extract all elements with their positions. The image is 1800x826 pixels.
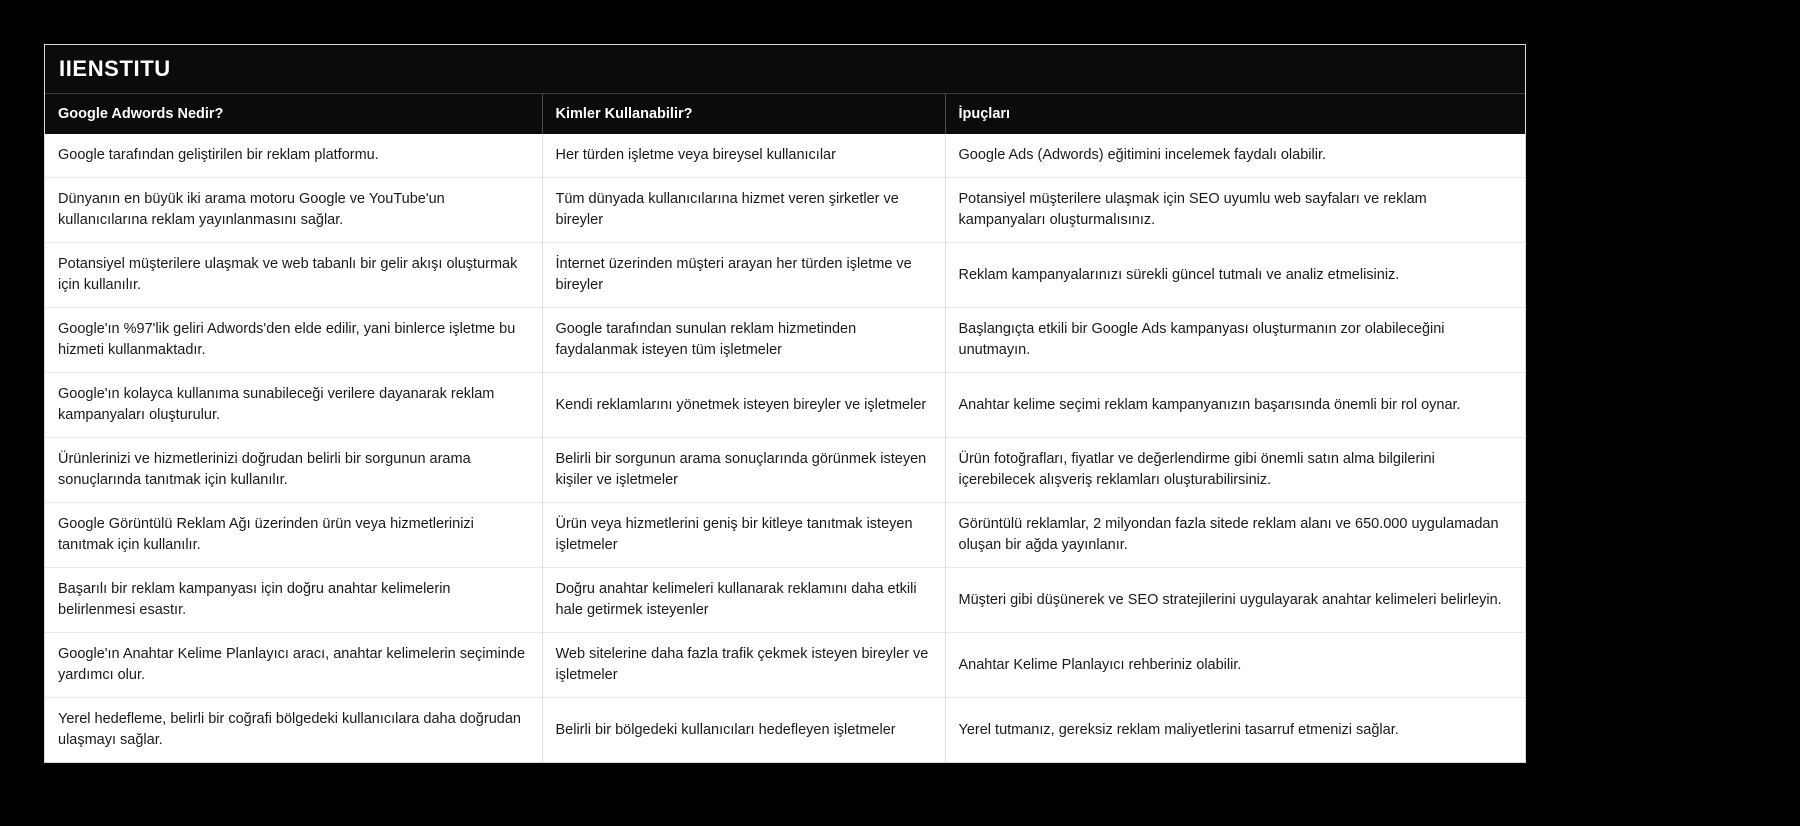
cell-audience: İnternet üzerinden müşteri arayan her türden işletme ve bireyler: [542, 243, 945, 308]
cell-audience: Her türden işletme veya bireysel kullanıcılar: [542, 134, 945, 178]
brand-header: [45, 45, 1525, 94]
cell-definition: Google'ın Anahtar Kelime Planlayıcı aracı, anahtar kelimelerin seçiminde yardımcı olur.: [45, 633, 542, 698]
cell-audience: Belirli bir sorgunun arama sonuçlarında görünmek isteyen kişiler ve işletmeler: [542, 438, 945, 503]
cell-audience: Tüm dünyada kullanıcılarına hizmet veren şirketler ve bireyler: [542, 178, 945, 243]
cell-audience: Belirli bir bölgedeki kullanıcıları hedefleyen işletmeler: [542, 698, 945, 763]
cell-audience: Web sitelerine daha fazla trafik çekmek isteyen bireyler ve işletmeler: [542, 633, 945, 698]
cell-audience: Kendi reklamlarını yönetmek isteyen bireyler ve işletmeler: [542, 373, 945, 438]
cell-tip: Görüntülü reklamlar, 2 milyondan fazla sitede reklam alanı ve 650.000 uygulamadan oluşan bir ağda yayınlanır.: [945, 503, 1525, 568]
cell-tip: Reklam kampanyalarınızı sürekli güncel tutmalı ve analiz etmelisiniz.: [945, 243, 1525, 308]
cell-definition: Dünyanın en büyük iki arama motoru Google ve YouTube'un kullanıcılarına reklam yayınlanmasını sağlar.: [45, 178, 542, 243]
column-header-google-adwords-nedir: Google Adwords Nedir?: [45, 94, 542, 134]
comparison-table: [45, 94, 1525, 762]
table-row: [45, 503, 1525, 568]
column-header-kimler-kullanabilir: Kimler Kullanabilir?: [542, 94, 945, 134]
table-row: [45, 568, 1525, 633]
table-row: [45, 308, 1525, 373]
table-row: [45, 438, 1525, 503]
cell-definition: Google'ın %97'lik geliri Adwords'den elde edilir, yani binlerce işletme bu hizmeti kullanmaktadır.: [45, 308, 542, 373]
table-head: [45, 94, 1525, 134]
cell-audience: Ürün veya hizmetlerini geniş bir kitleye tanıtmak isteyen işletmeler: [542, 503, 945, 568]
cell-tip: Ürün fotoğrafları, fiyatlar ve değerlendirme gibi önemli satın alma bilgilerini içerebilecek alışveriş reklamları oluşturabilirsiniz.: [945, 438, 1525, 503]
cell-tip: Potansiyel müşterilere ulaşmak için SEO uyumlu web sayfaları ve reklam kampanyaları oluşturmalısınız.: [945, 178, 1525, 243]
cell-audience: Google tarafından sunulan reklam hizmetinden faydalanmak isteyen tüm işletmeler: [542, 308, 945, 373]
cell-tip: Anahtar Kelime Planlayıcı rehberiniz olabilir.: [945, 633, 1525, 698]
cell-definition: Başarılı bir reklam kampanyası için doğru anahtar kelimelerin belirlenmesi esastır.: [45, 568, 542, 633]
cell-tip: Yerel tutmanız, gereksiz reklam maliyetlerini tasarruf etmenizi sağlar.: [945, 698, 1525, 763]
cell-definition: Yerel hedefleme, belirli bir coğrafi bölgedeki kullanıcılara daha doğrudan ulaşmayı sağlar.: [45, 698, 542, 763]
table-body: [45, 134, 1525, 762]
table-row: [45, 134, 1525, 178]
cell-definition: Ürünlerinizi ve hizmetlerinizi doğrudan belirli bir sorgunun arama sonuçlarında tanıtmak için kullanılır.: [45, 438, 542, 503]
table-row: [45, 698, 1525, 763]
table-row: [45, 373, 1525, 438]
cell-tip: Anahtar kelime seçimi reklam kampanyanızın başarısında önemli bir rol oynar.: [945, 373, 1525, 438]
table-row: [45, 243, 1525, 308]
cell-tip: Müşteri gibi düşünerek ve SEO stratejilerini uygulayarak anahtar kelimeleri belirleyin.: [945, 568, 1525, 633]
table-row: [45, 178, 1525, 243]
cell-definition: Google'ın kolayca kullanıma sunabileceği verilere dayanarak reklam kampanyaları oluşturulur.: [45, 373, 542, 438]
table-row: [45, 633, 1525, 698]
cell-definition: Google tarafından geliştirilen bir reklam platformu.: [45, 134, 542, 178]
cell-definition: Google Görüntülü Reklam Ağı üzerinden ürün veya hizmetlerinizi tanıtmak için kullanılır.: [45, 503, 542, 568]
comparison-table-card: [44, 44, 1526, 763]
cell-audience: Doğru anahtar kelimeleri kullanarak reklamını daha etkili hale getirmek isteyenler: [542, 568, 945, 633]
column-header-ipuclari: İpuçları: [945, 94, 1525, 134]
cell-definition: Potansiyel müşterilere ulaşmak ve web tabanlı bir gelir akışı oluşturmak için kullanılır.: [45, 243, 542, 308]
cell-tip: Başlangıçta etkili bir Google Ads kampanyası oluşturmanın zor olabileceğini unutmayın.: [945, 308, 1525, 373]
table-header-row: [45, 94, 1525, 134]
cell-tip: Google Ads (Adwords) eğitimini incelemek faydalı olabilir.: [945, 134, 1525, 178]
brand-title: IIENSTITU: [59, 56, 171, 81]
